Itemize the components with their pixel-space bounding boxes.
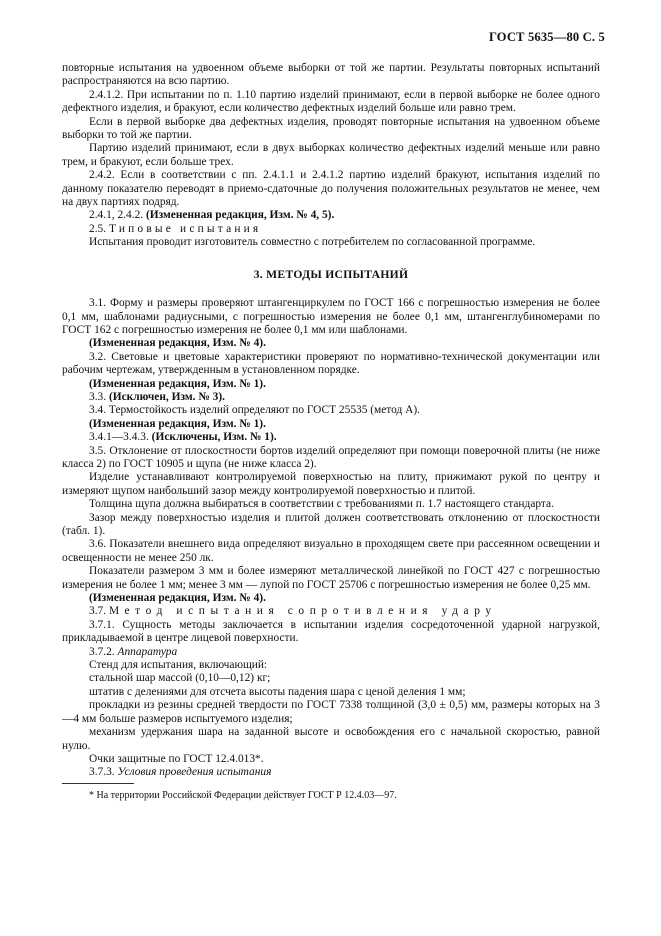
list-item: прокладки из резины средней твердости по ГОСТ 7338 толщиной (3,0 ± 0,5) мм, размеры которых на 3—4 мм больше размеров испытуемого изделия; (62, 699, 600, 725)
list-item: механизм удержания шара на заданной высоте и освобождения его с начальной скоростью, равной нулю. (62, 726, 600, 752)
paragraph: 3.2. Световые и цветовые характеристики проверяют по нормативно-технической документации или рабочим чертежам, утвержденным в установленном порядке. (62, 350, 600, 377)
paragraph: Изделие устанавливают контролируемой поверхностью на плиту, прижимают рукой по центру и измеряют щупом наибольший зазор между контролируемой поверхностью и плитой. (62, 471, 600, 497)
paragraph: Очки защитные по ГОСТ 12.4.013*. (89, 752, 264, 765)
clause-heading (62, 646, 600, 659)
excluded-clause (62, 391, 600, 404)
clause-number: 3.7. (89, 605, 107, 618)
page-header: ГОСТ 5635—80 С. 5 (488, 30, 605, 44)
clause-heading (62, 605, 600, 618)
clause-number: 3.3. (89, 390, 107, 403)
paragraph: Стенд для испытания, включающий: (89, 659, 268, 672)
clause-number: 3.7.3. (89, 766, 115, 779)
clause-number: 3.7.2. (89, 645, 115, 658)
paragraph: 3.5. Отклонение от плоскостности бортов изделий определяют при помощи поверочной плиты (не ниже класса 2) по ГОСТ 10905 и щупа (не ниже класса 2). (62, 444, 600, 470)
paragraph: повторные испытания на удвоенном объеме выборки от той же партии. Результаты повторных испытаний распространяются на всю партию. (62, 62, 600, 88)
paragraph: 3.7.1. Сущность методы заключается в испытании изделия сосредоточенной ударной нагрузкой, прикладываемой в центре лицевой поверхности. (62, 618, 600, 645)
clause-number: 3.4.1—3.4.3. (89, 431, 149, 444)
spaced-heading: Метод испытания сопротивления удару (108, 605, 497, 618)
paragraph: 2.4.2. Если в соответствии с пп. 2.4.1.1 и 2.4.1.2 партию изделий бракуют, испытания изделий по данному показателю переводят в приемо-сдаточные до получения положительных результатов не менее, чем на двух партиях подряд. (62, 169, 600, 209)
clause-heading (62, 766, 600, 779)
footnote-divider (62, 783, 134, 784)
amendment-note (62, 209, 600, 222)
spaced-heading: Типовые испытания (108, 222, 262, 235)
paragraph: Испытания проводит изготовитель совместно с потребителем по согласованной программе. (89, 236, 536, 249)
list-item: стальной шар массой (0,10—0,12) кг; (89, 672, 271, 685)
paragraph: Если в первой выборке два дефектных изделия, проводят повторные испытания на удвоенном объеме выборки то той же партии. (62, 115, 600, 142)
paragraph: 3.4. Термостойкость изделий определяют по ГОСТ 25535 (метод А). (89, 404, 421, 417)
clause-number: 2.4.1, 2.4.2. (89, 209, 144, 222)
italic-heading: Условия проведения испытания (117, 766, 272, 779)
amendment-note: (Измененная редакция, Изм. № 4). (89, 337, 266, 350)
clause-number: 2.5. (89, 222, 107, 235)
excluded-clause (62, 431, 600, 444)
amendment-note: (Измененная редакция, Изм. № 4). (89, 592, 266, 605)
clause-heading (62, 223, 600, 236)
document-body (62, 62, 600, 802)
footnote: * На территории Российской Федерации действует ГОСТ Р 12.4.03—97. (89, 789, 397, 801)
paragraph: Толщина щупа должна выбираться в соответствии с требованиями п. 1.7 настоящего стандарта. (89, 498, 554, 511)
amendment-note: (Измененная редакция, Изм. № 1). (89, 377, 266, 390)
amendment-text: (Исключен, Изм. № 3). (108, 390, 225, 403)
amendment-text: (Исключены, Изм. № 1). (151, 431, 277, 444)
paragraph: 3.6. Показатели внешнего вида определяют визуально в проходящем свете при рассеянном освещении и освещенности не менее 250 лк. (62, 538, 600, 564)
amendment-text: (Измененная редакция, Изм. № 4, 5). (145, 209, 335, 222)
section-title: 3. МЕТОДЫ ИСПЫТАНИЙ (253, 267, 409, 281)
amendment-note: (Измененная редакция, Изм. № 1). (89, 417, 266, 430)
paragraph: Показатели размером 3 мм и более измеряют металлической линейкой по ГОСТ 427 с погрешностью измерения не более 1 мм; менее 3 мм — лупой по ГОСТ 25706 с погрешностью измерения не более 0,25 мм. (62, 565, 600, 591)
paragraph: 3.1. Форму и размеры проверяют штангенциркулем по ГОСТ 166 с погрешностью измерения не более 0,1 мм, шаблонами радиусными, с погрешностью измерения не более 0,1 мм, штангенглубиномерами по ГОСТ 162 с погрешностью измерения не более 0,1 мм или шаблонами. (62, 297, 600, 336)
list-item: штатив с делениями для отсчета высоты падения шара с ценой деления 1 мм; (89, 685, 466, 698)
paragraph: Зазор между поверхностью изделия и плитой должен соответствовать отклонению от плоскостности (табл. 1). (62, 511, 600, 537)
paragraph: 2.4.1.2. При испытании по п. 1.10 партию изделий принимают, если в первой выборке не более одного дефектного изделия, и бракуют, если количество дефектных изделий больше или равно трем. (62, 88, 600, 115)
italic-heading: Аппаратура (117, 645, 178, 658)
paragraph: Партию изделий принимают, если в двух выборках количество дефектных изделий меньше или равно трем, и бракуют, если больше трех. (62, 142, 600, 168)
